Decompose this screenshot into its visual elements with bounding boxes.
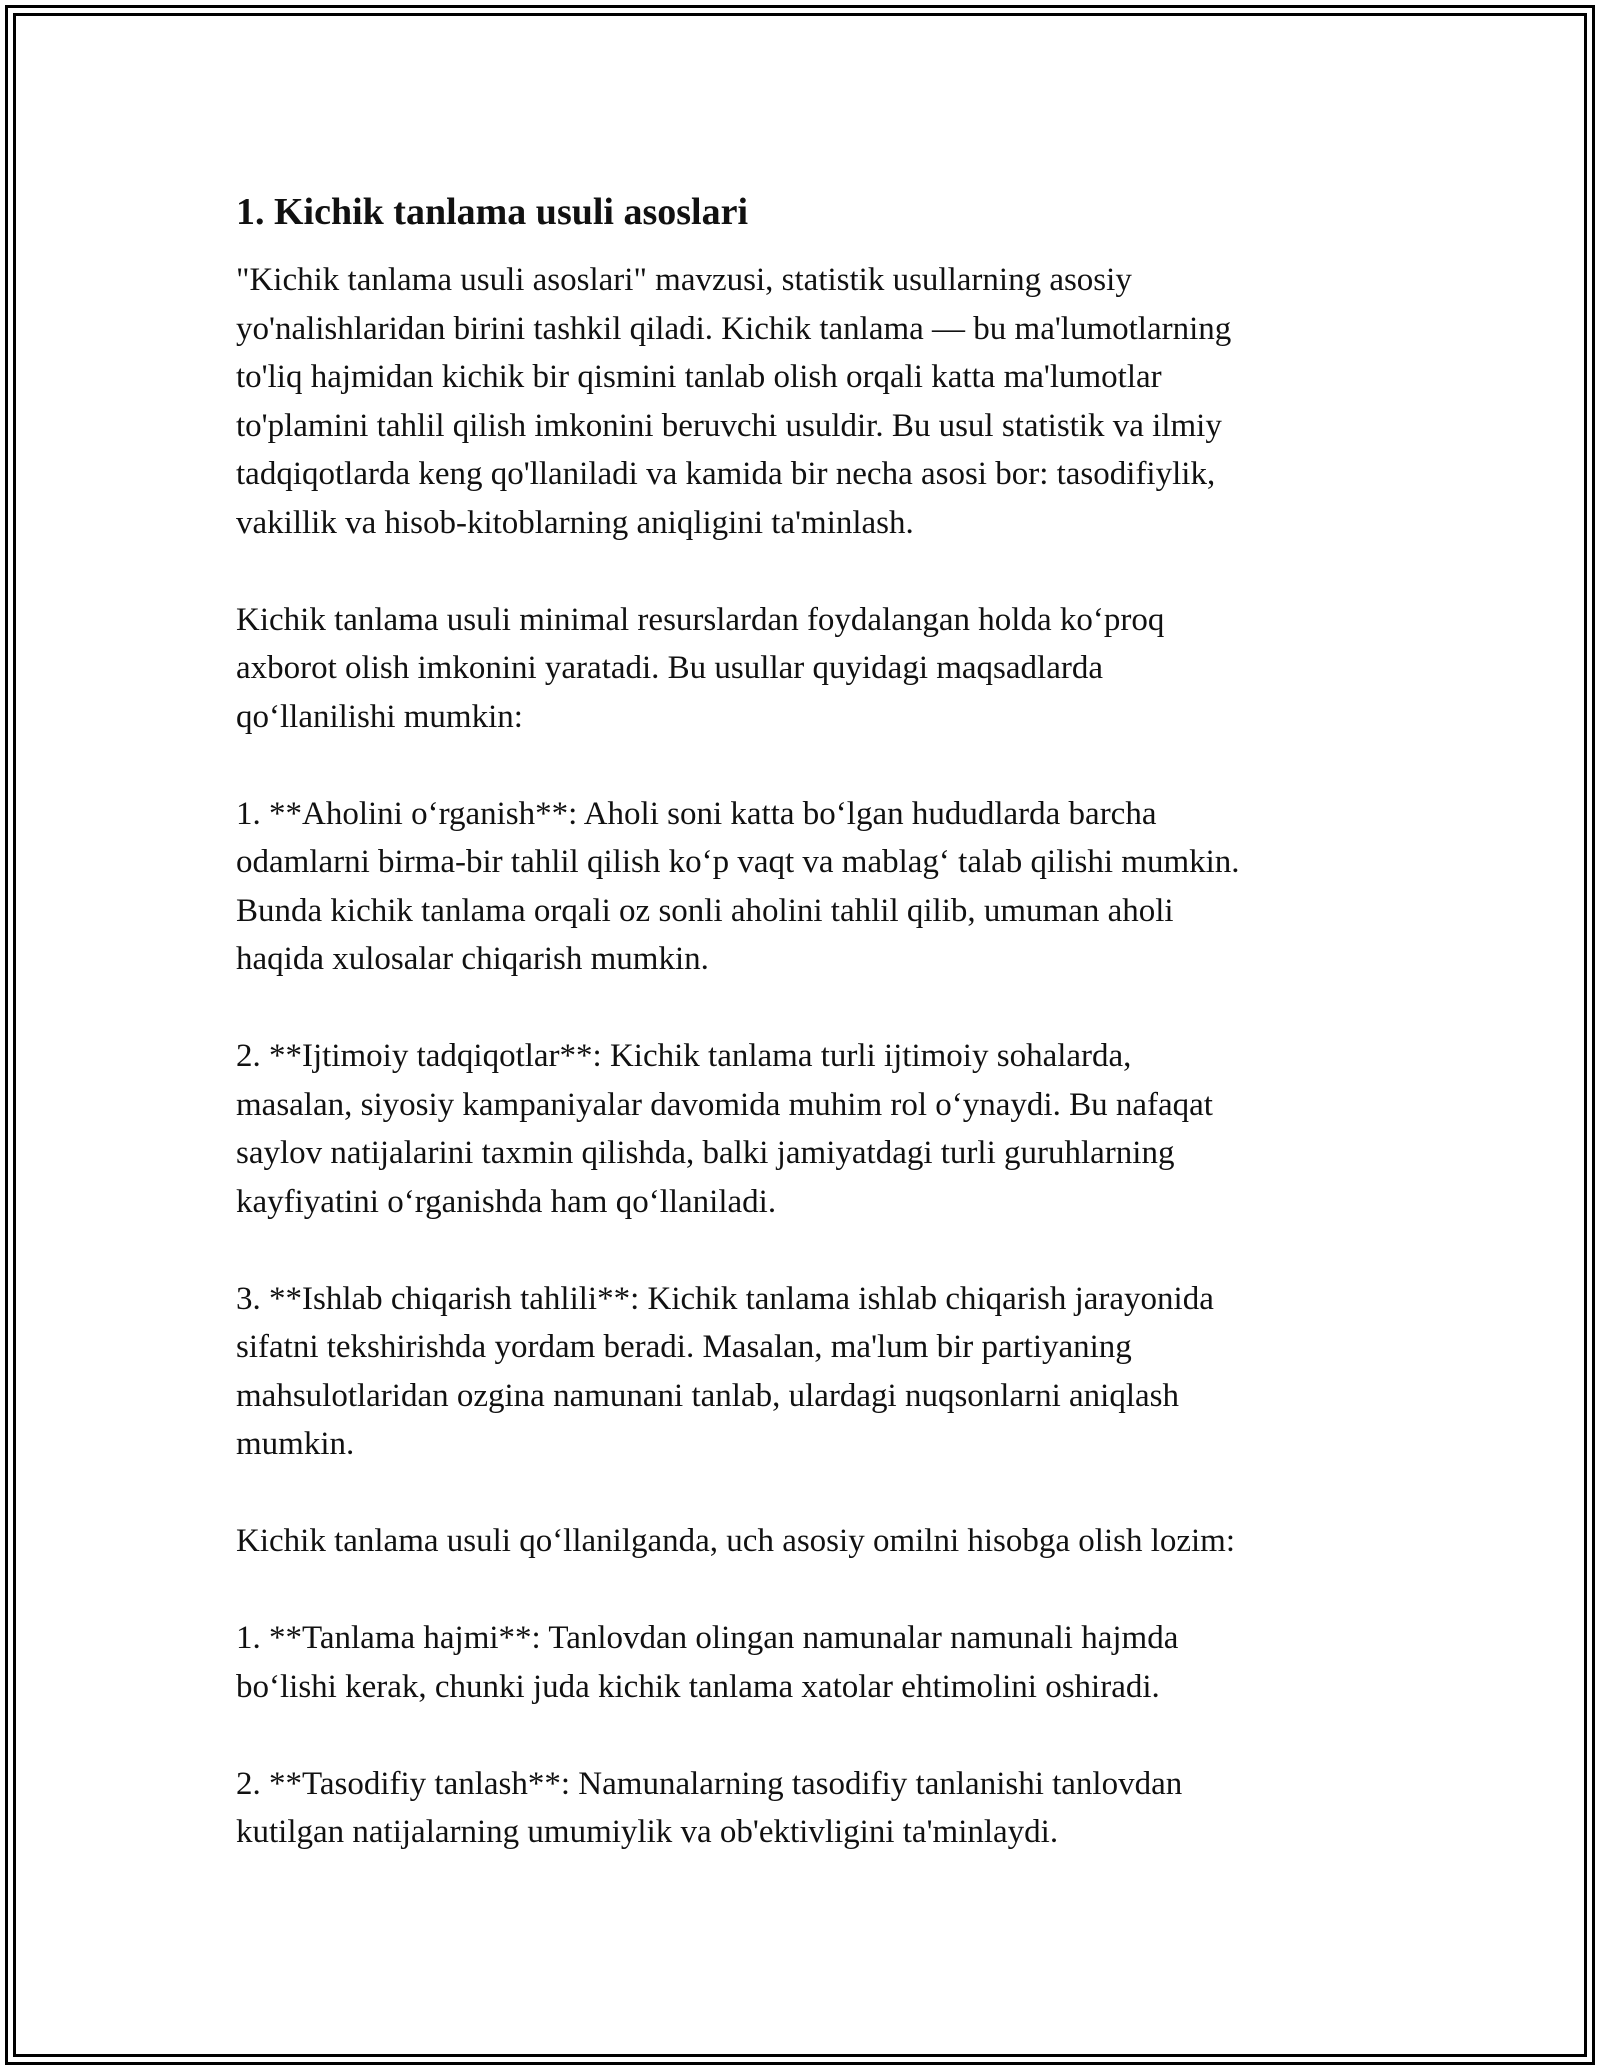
text-line: 1. **Aholini oʻrganish**: Aholi soni katta boʻlgan hududlarda barcha (236, 795, 1157, 832)
text-line: mumkin. (236, 1426, 355, 1462)
text-line: to'plamini tahlil qilish imkonini beruvchi usuldir. Bu usul statistik va ilmiy (236, 407, 1222, 444)
text-line: 1. **Tanlama hajmi**: Tanlovdan olingan namunalar namunali hajmda (236, 1620, 1179, 1656)
text-line: mahsulotlaridan ozgina namunani tanlab, ulardagi nuqsonlarni aniqlash (236, 1377, 1179, 1414)
text-line: saylov natijalarini taxmin qilishda, balki jamiyatdagi turli guruhlarning (236, 1135, 1175, 1171)
document-title: 1. Kichik tanlama usuli asoslari (236, 191, 749, 233)
list-item-random-selection (236, 1760, 1366, 1857)
text-line: masalan, siyosiy kampaniyalar davomida muhim rol oʻynaydi. Bu nafaqat (236, 1086, 1213, 1123)
text-line: Bunda kichik tanlama orqali oz sonli aholini tahlil qilib, umuman aholi (236, 892, 1174, 929)
text-line: 2. **Tasodifiy tanlash**: Namunalarning tasodifiy tanlanishi tanlovdan (236, 1765, 1183, 1802)
list-item-production-analysis (236, 1275, 1366, 1469)
text-line: yo'nalishlaridan birini tashkil qiladi. Kichik tanlama — bu ma'lumotlarning (236, 310, 1232, 347)
text-line: boʻlishi kerak, chunki juda kichik tanlama xatolar ehtimolini oshiradi. (236, 1668, 1160, 1705)
text-line: haqida xulosalar chiqarish mumkin. (236, 941, 709, 977)
text-line: kayfiyatini oʻrganishda ham qoʻllaniladi. (236, 1183, 777, 1220)
text-line: "Kichik tanlama usuli asoslari" mavzusi, statistik usullarning asosiy (236, 262, 1132, 298)
text-line: odamlarni birma-bir tahlil qilish koʻp vaqt va mablagʻ talab qilishi mumkin. (236, 844, 1240, 880)
text-line: tadqiqotlarda keng qo'llaniladi va kamida bir necha asosi bor: tasodifiylik, (236, 456, 1216, 492)
text-line: kutilgan natijalarning umumiylik va ob'ektivligini ta'minlaydi. (236, 1814, 1059, 1850)
text-line: to'liq hajmidan kichik bir qismini tanlab olish orqali katta ma'lumotlar (236, 359, 1162, 395)
text-line: sifatni tekshirishda yordam beradi. Masalan, ma'lum bir partiyaning (236, 1329, 1132, 1365)
text-line: Kichik tanlama usuli minimal resurslardan foydalangan holda koʻproq (236, 601, 1165, 638)
factors-intro-paragraph (236, 1517, 1366, 1566)
text-line: qoʻllanilishi mumkin: (236, 698, 523, 735)
document-body (236, 186, 1366, 1857)
purpose-paragraph (236, 596, 1366, 742)
text-line: axborot olish imkonini yaratadi. Bu usullar quyidagi maqsadlarda (236, 650, 1103, 686)
text-line: 2. **Ijtimoiy tadqiqotlar**: Kichik tanlama turli ijtimoiy sohalarda, (236, 1038, 1132, 1074)
intro-paragraph (236, 256, 1366, 547)
list-item-population-study (236, 790, 1366, 984)
list-item-sample-size (236, 1614, 1366, 1711)
text-line: vakillik va hisob-kitoblarning aniqligini ta'minlash. (236, 504, 914, 541)
list-item-social-research (236, 1032, 1366, 1226)
text-line: Kichik tanlama usuli qoʻllanilganda, uch asosiy omilni hisobga olish lozim: (236, 1523, 1236, 1559)
text-line: 3. **Ishlab chiqarish tahlili**: Kichik tanlama ishlab chiqarish jarayonida (236, 1280, 1214, 1317)
